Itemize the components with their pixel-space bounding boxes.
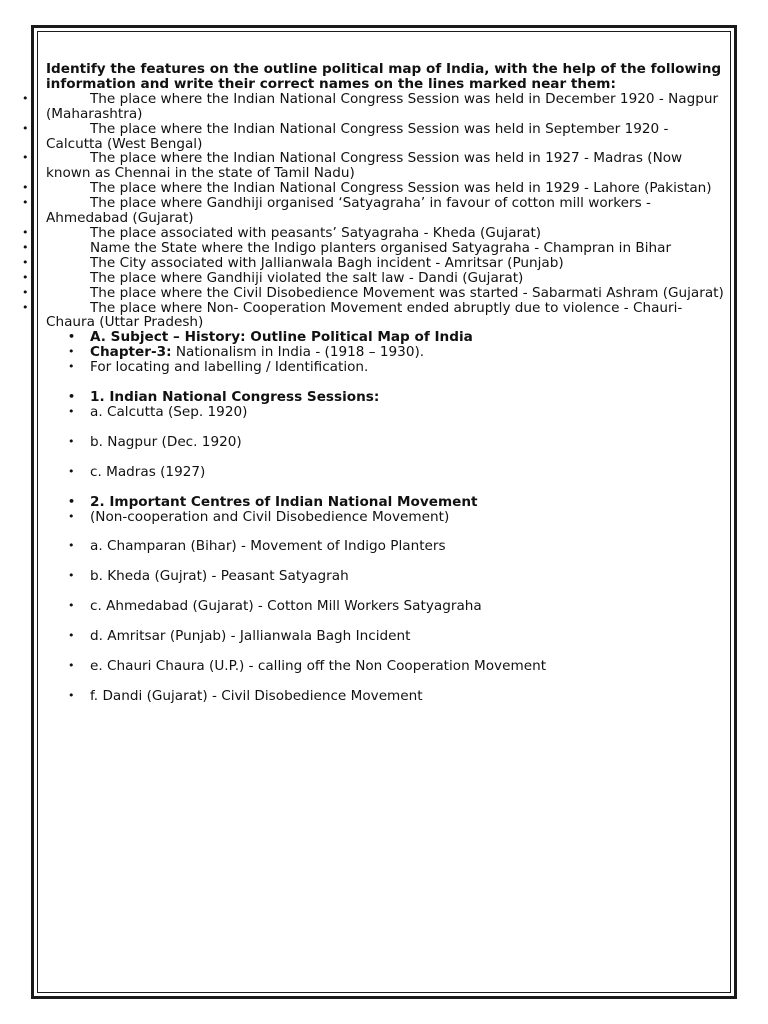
list-item: • The place associated with peasants’ Satyagraha - Kheda (Gujarat) (46, 226, 726, 241)
list-item: • Name the State where the Indigo planters organised Satyagraha - Champran in Bihar (46, 241, 726, 256)
list-item: • c. Madras (1927) (90, 465, 726, 480)
list-item: • The place where the Indian National Congress Session was held in December 1920 - Nagpur (Maharashtra) (46, 92, 726, 122)
list-item: • The place where the Indian National Congress Session was held in 1927 - Madras (Now known as Chennai in the state of Tamil Nadu) (46, 151, 726, 181)
list-item: • The place where Gandhiji organised ‘Satyagraha’ in favour of cotton mill workers - Ahmedabad (Gujarat) (46, 196, 726, 226)
syllabus-list (46, 330, 726, 704)
instructions-heading: Identify the features on the outline political map of India, with the help of the following information and write their correct names on the lines marked near them: (46, 61, 722, 92)
list-item: • The place where the Indian National Congress Session was held in September 1920 - Calcutta (West Bengal) (46, 122, 726, 152)
list-item: • The place where Gandhiji violated the salt law - Dandi (Gujarat) (46, 271, 726, 286)
list-item: • The place where the Civil Disobedience Movement was started - Sabarmati Ashram (Gujarat) (46, 286, 726, 301)
list-item: • a. Champaran (Bihar) - Movement of Indigo Planters (90, 539, 726, 554)
list-item: • e. Chauri Chaura (U.P.) - calling off the Non Cooperation Movement (90, 659, 726, 674)
document-body (46, 62, 726, 704)
list-item: • d. Amritsar (Punjab) - Jallianwala Bagh Incident (90, 629, 726, 644)
section2-title: • 2. Important Centres of Indian National Movement (90, 495, 726, 510)
purpose-line: • For locating and labelling / Identification. (90, 360, 726, 375)
list-item: • b. Kheda (Gujrat) - Peasant Satyagrah (90, 569, 726, 584)
section2-subtitle: • (Non-cooperation and Civil Disobedience Movement) (90, 510, 726, 525)
chapter-line: • Chapter-3: Nationalism in India - (1918 – 1930). (90, 345, 726, 360)
list-item: • b. Nagpur (Dec. 1920) (90, 435, 726, 450)
list-item: • The place where Non- Cooperation Movement ended abruptly due to violence - Chauri-Chaura (Uttar Pradesh) (46, 301, 726, 331)
list-item: • f. Dandi (Gujarat) - Civil Disobedience Movement (90, 689, 726, 704)
section1-title: • 1. Indian National Congress Sessions: (90, 390, 726, 405)
list-item: • c. Ahmedabad (Gujarat) - Cotton Mill Workers Satyagraha (90, 599, 726, 614)
list-item: • The City associated with Jallianwala Bagh incident - Amritsar (Punjab) (46, 256, 726, 271)
list-item: • The place where the Indian National Congress Session was held in 1929 - Lahore (Pakistan) (46, 181, 726, 196)
subject-line: • A. Subject – History: Outline Political Map of India (90, 330, 726, 345)
list-item: • a. Calcutta (Sep. 1920) (90, 405, 726, 420)
question-list (46, 92, 726, 331)
